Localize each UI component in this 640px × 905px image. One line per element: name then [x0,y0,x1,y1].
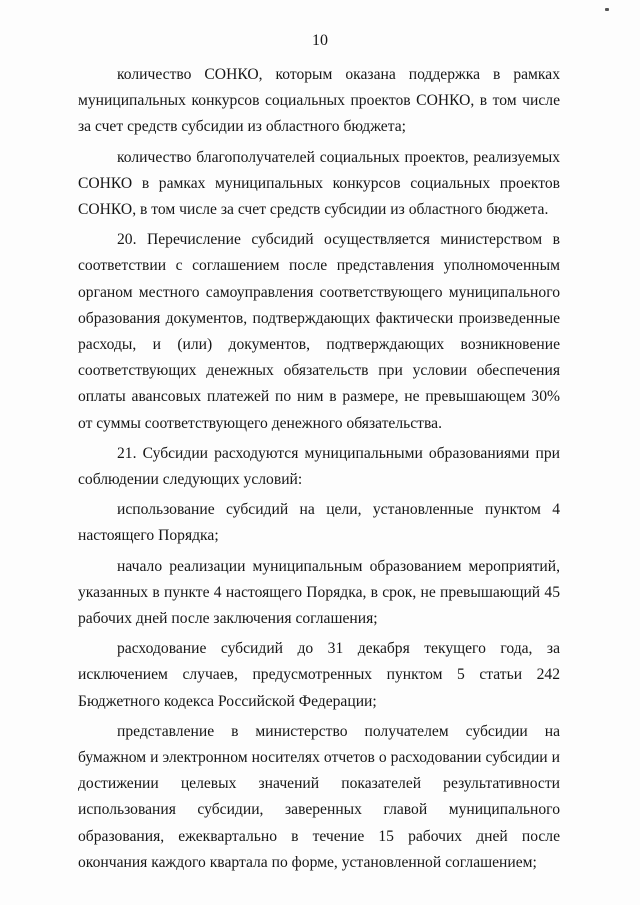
paragraph-20-transfer: 20. Перечисление субсидий осуществляется министерством в соответствии с соглашением после представления уполномоченным органом местного самоуправления соответствующего муниципального образования документов, подтверждающих фактически произведенные расходы, и (или) документов, подтверждающих возникновение соответствующих денежных обязательств при условии обеспечения оплаты авансовых платежей по ним в размере, не превышающем 30% от суммы соответствующего денежного обязательства. [78,231,560,432]
paragraph-condition-reporting: представление в министерство получателем субсидии на бумажном и электронном носителях отчетов о расходовании субсидии и достижении целевых значений показателей результативности использования субсидии, заверенных главой муниципального образования, ежеквартально в течение 15 рабочих дней после окончания каждого квартала по форме, установленной соглашением; [78,722,560,871]
paragraph-21-conditions: 21. Субсидии расходуются муниципальными образованиями при соблюдении следующих условий: [78,444,560,489]
paragraph-condition-start: начало реализации муниципальным образованием мероприятий, указанных в пункте 4 настоящего Порядка, в срок, не превышающий 45 рабочих дней после заключения соглашения; [78,557,560,628]
paragraph-sonko-count: количество СОНКО, которым оказана поддержка в рамках муниципальных конкурсов социальных проектов СОНКО, в том числе за счет средств субсидии из областного бюджета; [78,66,560,136]
page-number: 10 [312,32,328,49]
scan-speck [605,8,609,11]
document-body [78,62,560,876]
paragraph-beneficiaries-count: количество благополучателей социальных проектов, реализуемых СОНКО в рамках муниципальных конкурсов социальных проектов СОНКО, в том числе за счет средств субсидии из областного бюджета. [78,148,560,219]
paragraph-condition-purpose: использование субсидий на цели, установленные пунктом 4 настоящего Порядка; [78,501,560,545]
paragraph-condition-spending: расходование субсидий до 31 декабря текущего года, за исключением случаев, предусмотренных пунктом 5 статьи 242 Бюджетного кодекса Российской Федерации; [78,640,560,710]
